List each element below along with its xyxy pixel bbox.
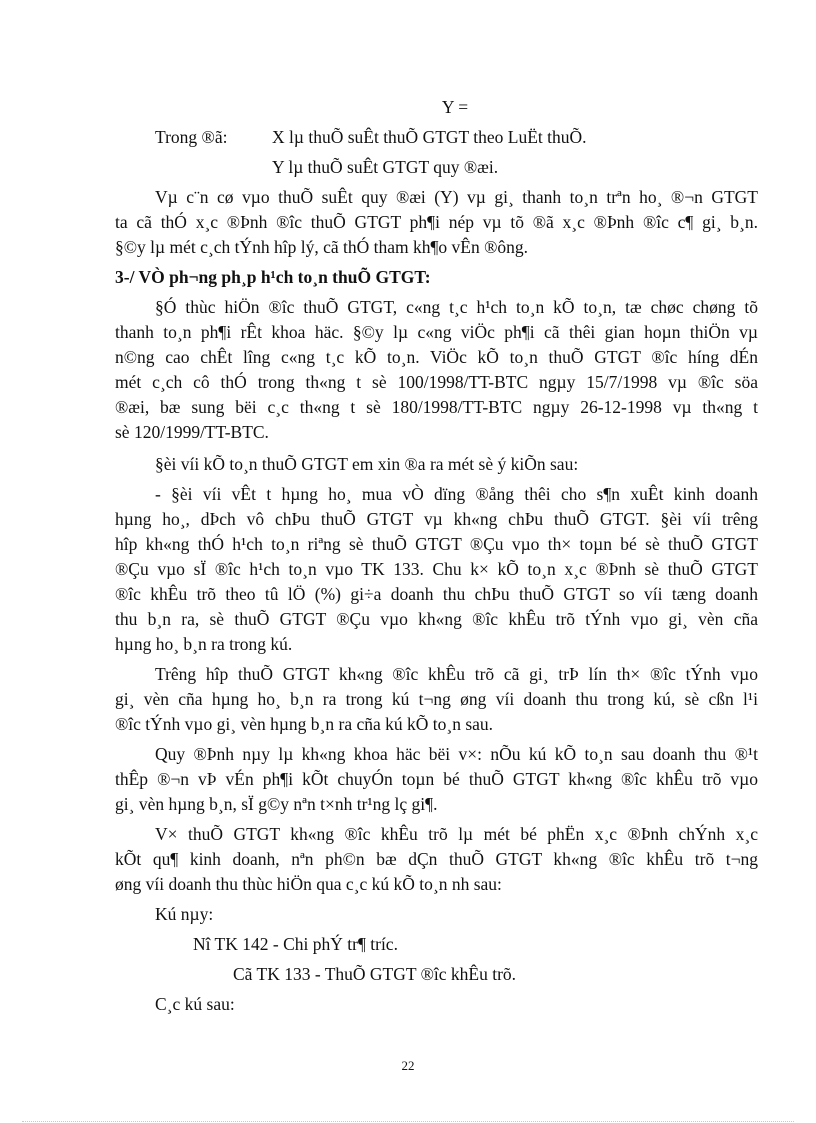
paragraph-line: §©y lµ mét c¸ch tÝnh hîp lý, cã thÓ tham kh¶o vÊn ®ông. [115,237,529,257]
paragraph-line: sè 120/1999/TT-BTC. [115,422,269,442]
paragraph-line: ®îc khÊu trõ theo tû lÖ (%) gi÷a doanh thu chÞu thuÕ GTGT so víi tæng doanh [115,584,758,604]
paragraph-line: n©ng cao chÊt lîng c«ng t¸c kÕ to¸n. ViÖc kÕ to¸n thuÕ GTGT ®îc híng dÉn [115,347,758,367]
page-bottom-border [22,1121,794,1122]
page-number: 22 [401,1058,415,1073]
paragraph-line: - §èi víi vÊt t hµng ho¸ mua vÒ dïng ®ång thêi cho s¶n xuÊt kinh doanh [155,484,758,504]
paragraph-line: thanh to¸n ph¶i rÊt khoa häc. §©y lµ c«ng viÖc ph¶i cã thêi gian hoµn thiÖn vµ [115,322,758,342]
paragraph-line: gi¸ vèn cña hµng ho¸ b¸n ra trong kú t¬ng øng víi doanh thu trong kú, sè cßn l¹i [115,689,758,709]
paragraph-line: ®îc tÝnh vµo gi¸ vèn hµng b¸n ra cña kú kÕ to¸n sau. [115,714,494,734]
period-label: Kú nµy: [155,904,214,924]
journal-debit-entry: Nî TK 142 - Chi phÝ tr¶ tríc. [193,934,398,954]
paragraph-line: §Ó thùc hiÖn ®îc thuÕ GTGT, c«ng t¸c h¹ch to¸n kÕ to¸n, tæ chøc chøng tõ [155,297,758,317]
period-label: C¸c kú sau: [155,994,235,1014]
paragraph-line: thÊp ®¬n vÞ vÉn ph¶i kÕt chuyÓn toµn bé thuÕ GTGT kh«ng ®îc khÊu trõ vµo [115,769,758,789]
paragraph-line: ®æi, bæ sung bëi c¸c th«ng t sè 180/1998/TT-BTC ngµy 26-12-1998 vµ th«ng t [115,397,758,417]
paragraph-line: øng víi doanh thu thùc hiÖn qua c¸c kú kÕ to¸n nh sau: [115,874,502,894]
paragraph-line: hîp kh«ng thÓ h¹ch to¸n riªng sè thuÕ GTGT ®Çu vµo th× toµn bé sè thuÕ GTGT [115,534,758,554]
section-heading: 3-/ VÒ ph¬ng ph¸p h¹ch to¸n thuÕ GTGT: [115,267,431,287]
paragraph-line: hµng ho¸, dÞch vô chÞu thuÕ GTGT vµ kh«ng chÞu thuÕ GTGT. §èi víi trêng [115,509,758,529]
paragraph-line: thu b¸n ra, sè thuÕ GTGT ®Çu vµo kh«ng ®îc khÊu trõ tÝnh vµo gi¸ vèn cña [115,609,758,629]
paragraph-line: §èi víi kÕ to¸n thuÕ GTGT em xin ®a ra mét sè ý kiÕn sau: [155,454,579,474]
paragraph-line: hµng ho¸ b¸n ra trong kú. [115,634,293,654]
formula-legend-y: Y lµ thuÕ suÊt GTGT quy ®æi. [272,157,499,177]
paragraph-line: Vµ c¨n cø vµo thuÕ suÊt quy ®æi (Y) vµ gi¸ thanh to¸n trªn ho¸ ®¬n GTGT [155,187,758,207]
paragraph-line: Quy ®Þnh nµy lµ kh«ng khoa häc bëi v×: nÕu kú kÕ to¸n sau doanh thu ®¹t [155,744,758,764]
formula-legend-label: Trong ®ã: [155,127,228,147]
formula-legend-x: X lµ thuÕ suÊt thuÕ GTGT theo LuËt thuÕ. [272,127,587,147]
paragraph-line: Trêng hîp thuÕ GTGT kh«ng ®îc khÊu trõ cã gi¸ trÞ lín th× ®îc tÝnh vµo [155,664,758,684]
journal-credit-entry: Cã TK 133 - ThuÕ GTGT ®îc khÊu trõ. [233,964,517,984]
paragraph-line: ta cã thÓ x¸c ®Þnh ®îc thuÕ GTGT ph¶i nép vµ tõ ®ã x¸c ®Þnh ®îc c¶ gi¸ b¸n. [115,212,758,232]
paragraph-line: ®Çu vµo sÏ ®îc h¹ch to¸n vµo TK 133. Chu k× kÕ to¸n x¸c ®Þnh sè thuÕ GTGT [115,559,758,579]
paragraph-line: mét c¸ch cô thÓ trong th«ng t sè 100/1998/TT-BTC ngµy 15/7/1998 vµ ®îc söa [115,372,758,392]
formula-y: Y = [441,97,469,117]
paragraph-line: gi¸ vèn hµng b¸n, sÏ g©y nªn t×nh tr¹ng lç gi¶. [115,794,438,814]
paragraph-line: kÕt qu¶ kinh doanh, nªn ph©n bæ dÇn thuÕ GTGT kh«ng ®îc khÊu trõ t¬ng [115,849,758,869]
paragraph-line: V× thuÕ GTGT kh«ng ®îc khÊu trõ lµ mét bé phËn x¸c ®Þnh chÝnh x¸c [155,824,758,844]
